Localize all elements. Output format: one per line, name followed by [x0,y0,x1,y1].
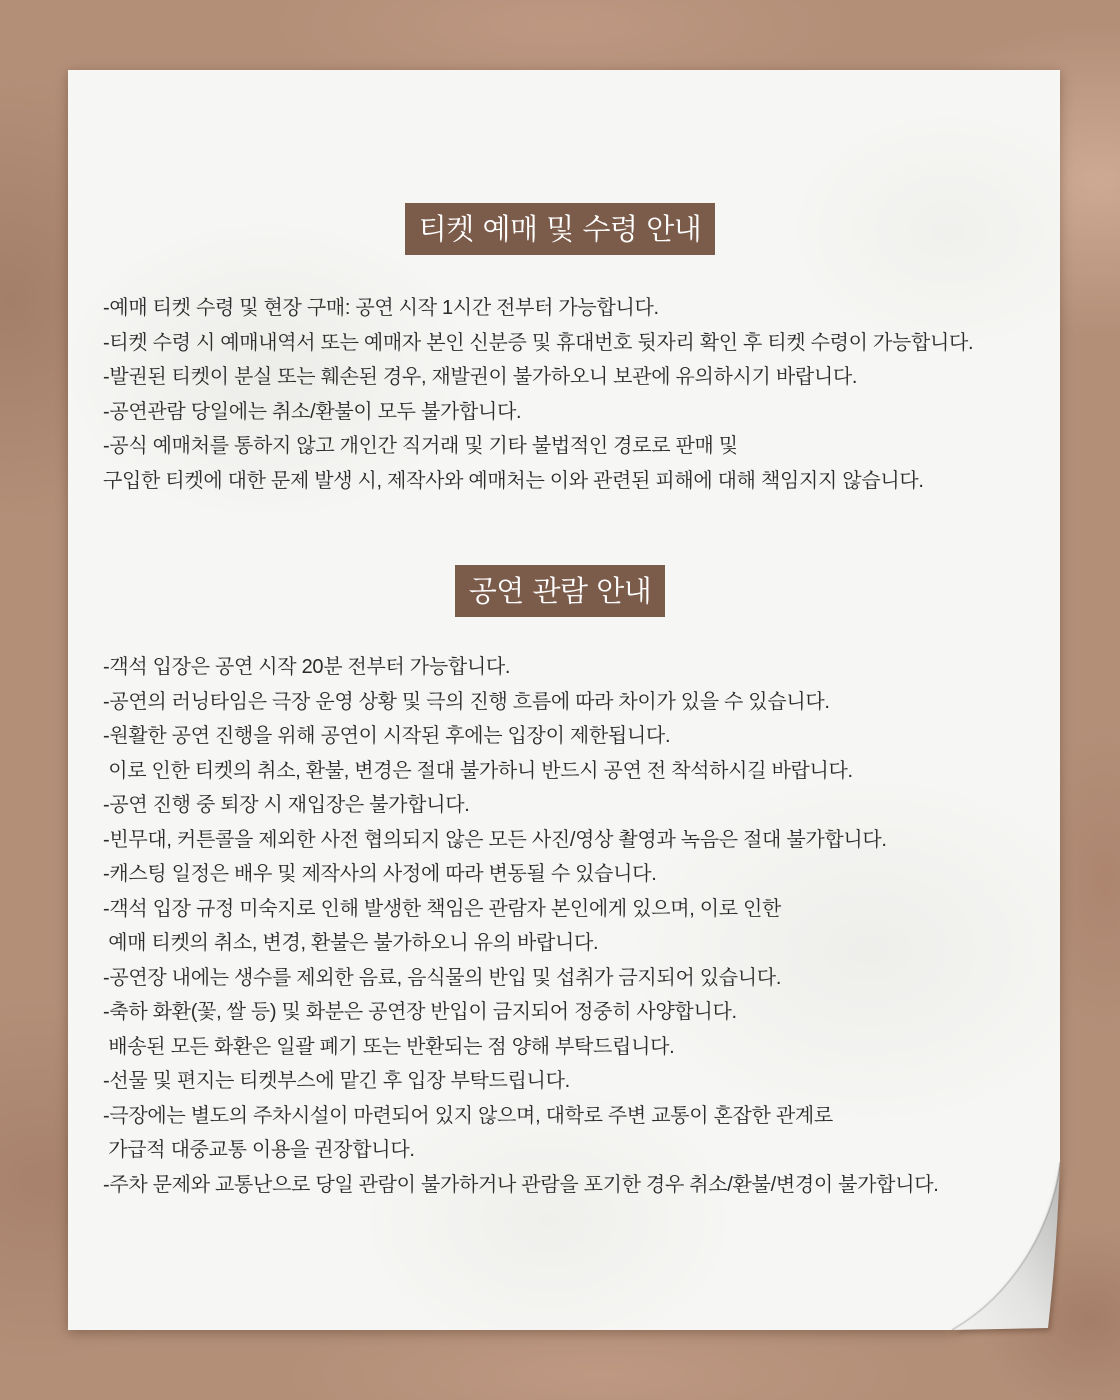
notice-line: -객석 입장 규정 미숙지로 인해 발생한 책임은 관람자 본인에게 있으며, 이로 인한 [103,897,782,920]
viewing-section-header [0,565,1120,617]
notice-line: -공식 예매처를 통하지 않고 개인간 직거래 및 기타 불법적인 경로로 판매 및 [103,435,738,457]
notice-line: -공연의 러닝타임은 극장 운영 상황 및 극의 진행 흐름에 따라 차이가 있을 수 있습니다. [103,690,830,713]
notice-line: -원활한 공연 진행을 위해 공연이 시작된 후에는 입장이 제한됩니다. [103,725,671,747]
notice-line: -공연장 내에는 생수를 제외한 음료, 음식물의 반입 및 섭취가 금지되어 있습니다. [103,966,782,989]
notice-line: -빈무대, 커튼콜을 제외한 사전 협의되지 않은 모든 사진/영상 촬영과 녹음은 절대 불가합니다. [103,828,887,851]
notice-line: -주차 문제와 교통난으로 당일 관람이 불가하거나 관람을 포기한 경우 취소/환불/변경이 불가합니다. [103,1173,939,1196]
ticket-section-lines [103,291,1038,498]
notice-line: 예매 티켓의 취소, 변경, 환불은 불가하오니 유의 바랍니다. [103,932,599,954]
notice-line: -선물 및 편지는 티켓부스에 맡긴 후 입장 부탁드립니다. [103,1070,570,1092]
notice-line: -공연관람 당일에는 취소/환불이 모두 불가합니다. [103,400,522,423]
viewing-section-lines [103,650,1038,1202]
notice-line: 가급적 대중교통 이용을 권장합니다. [103,1139,415,1161]
notice-line: -티켓 수령 시 예매내역서 또는 예매자 본인 신분증 및 휴대번호 뒷자리 확인 후 티켓 수령이 가능합니다. [103,331,974,354]
notice-line: -축하 화환(꽃, 쌀 등) 및 화분은 공연장 반입이 금지되어 정중히 사양합니다. [103,1001,737,1023]
notice-line: 배송된 모든 화환은 일괄 폐기 또는 반환되는 점 양해 부탁드립니다. [103,1035,675,1058]
notice-line: 이로 인한 티켓의 취소, 환불, 변경은 절대 불가하니 반드시 공연 전 착석하시길 바랍니다. [103,759,853,782]
notice-line: 구입한 티켓에 대한 문제 발생 시, 제작사와 예매처는 이와 관련된 피해에 대해 책임지지 않습니다. [103,469,924,492]
section-title-viewing: 공연 관람 안내 [455,565,666,617]
notice-line: -발권된 티켓이 분실 또는 훼손된 경우, 재발권이 불가하오니 보관에 유의하시기 바랍니다. [103,366,858,388]
ticket-section-header [0,203,1120,255]
section-title-ticket: 티켓 예매 및 수령 안내 [405,203,716,255]
notice-line: -극장에는 별도의 주차시설이 마련되어 있지 않으며, 대학로 주변 교통이 혼잡한 관계로 [103,1104,833,1127]
notice-line: -객석 입장은 공연 시작 20분 전부터 가능합니다. [103,656,511,678]
notice-line: -예매 티켓 수령 및 현장 구매: 공연 시작 1시간 전부터 가능합니다. [103,297,659,319]
notice-line: -캐스팅 일정은 배우 및 제작사의 사정에 따라 변동될 수 있습니다. [103,863,657,885]
notice-line: -공연 진행 중 퇴장 시 재입장은 불가합니다. [103,794,470,816]
